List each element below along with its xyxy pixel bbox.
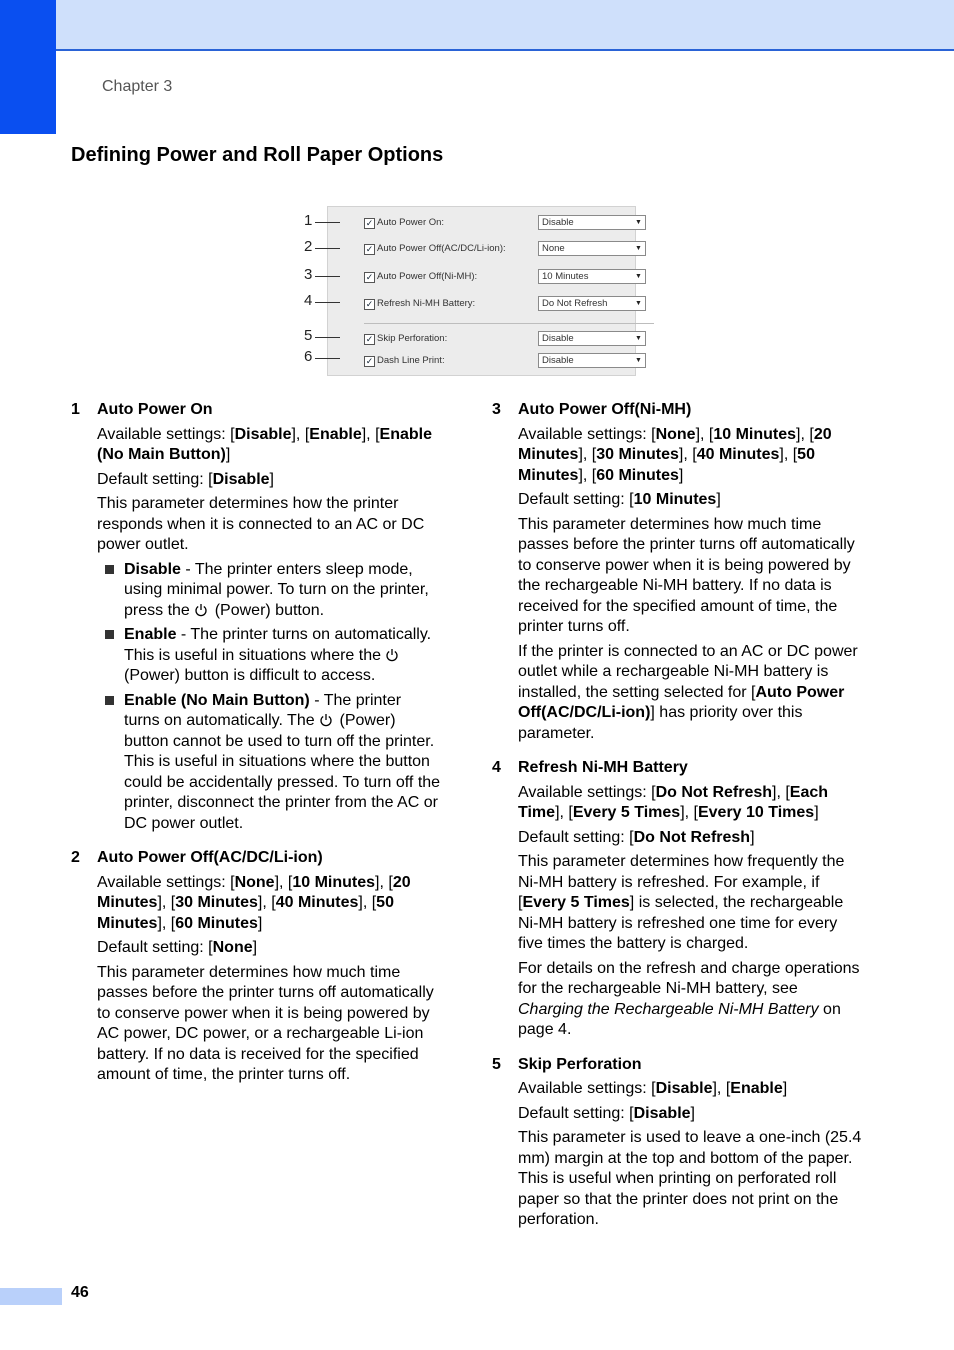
callout-number: 6	[304, 348, 313, 365]
select-dash-line-print[interactable]	[538, 353, 646, 368]
text: ], [	[257, 894, 276, 911]
checkbox-refresh-battery[interactable]: ✓	[365, 299, 374, 309]
dropdown-arrow-icon: ▼	[635, 335, 642, 342]
bullet-enable	[97, 625, 441, 687]
dropdown-arrow-icon: ▼	[635, 219, 642, 226]
bullet-square-icon	[105, 696, 114, 705]
default-setting	[97, 470, 441, 491]
item-title: Auto Power On	[97, 401, 213, 418]
callout-line	[315, 248, 340, 249]
option: Each Time	[518, 783, 829, 821]
option: Disable	[655, 1080, 713, 1097]
option: 20 Minutes	[97, 873, 411, 911]
checkbox-auto-power-off-ac[interactable]: ✓	[365, 244, 374, 254]
text: ], [	[361, 425, 380, 443]
text: ], [	[291, 425, 310, 443]
setting-row-skip-perforation	[364, 331, 650, 349]
text: For details on the refresh and charge operations for the rechargeable Ni-MH battery, see	[518, 959, 860, 997]
default-value: Disable	[212, 470, 270, 488]
option: Every 5 Times	[522, 894, 630, 911]
default-setting	[518, 1104, 862, 1125]
setting-label: Dash Line Print:	[377, 355, 445, 366]
section-refresh-battery	[492, 758, 862, 1041]
option: Every 5 Times	[572, 804, 681, 821]
text: ], [	[274, 873, 293, 891]
section-auto-power-on	[71, 400, 441, 834]
description: This parameter determines how much time passes before the printer turns off automatically to conserve power when it is being powered by AC power, DC power, or a rechargeable Li-ion battery. If no data is received for the specified amount of time, the printer turns off.	[97, 963, 434, 1083]
text: This parameter determines how frequently the Ni-MH battery is refreshed. For example, if [	[518, 853, 845, 911]
description: This parameter determines how much time passes before the printer turns off automatically to conserve power when it is being powered by the rechargeable Ni-MH battery. If no data is received for the specified amount of time, the printer turns off.	[518, 515, 855, 635]
setting-label: Auto Power On:	[377, 217, 445, 228]
text: (Power) button is difficult to access.	[124, 667, 376, 684]
item-number: 2	[71, 849, 80, 866]
section-auto-power-off-ac	[71, 848, 441, 1086]
item-title: Refresh Ni-MH Battery	[518, 759, 688, 776]
checkbox-skip-perforation[interactable]: ✓	[365, 334, 374, 344]
text: ], [	[680, 804, 698, 821]
select-value: Disable	[542, 333, 574, 344]
text: ], [	[358, 894, 377, 911]
text: (Power) button.	[210, 601, 325, 619]
option: 60 Minutes	[596, 466, 679, 484]
text: ]	[690, 1104, 695, 1122]
callout-4	[300, 294, 340, 310]
settings-figure	[300, 205, 640, 377]
text: Default setting: [	[97, 470, 213, 488]
default-setting	[97, 938, 441, 959]
priority-note	[518, 642, 862, 745]
text: on page 4.	[518, 1000, 841, 1038]
option: None	[234, 873, 275, 891]
callout-line	[315, 302, 340, 303]
text: ]	[678, 466, 684, 484]
select-auto-power-off-ac[interactable]	[538, 241, 646, 256]
dropdown-arrow-icon: ▼	[635, 300, 642, 307]
bullet-enable-no-main-button	[97, 691, 441, 835]
text: Default setting: [	[97, 939, 213, 956]
bullet-term: Enable	[124, 626, 177, 643]
text: ], [	[157, 914, 176, 932]
settings-panel	[327, 206, 642, 376]
setting-label: Skip Perforation:	[377, 333, 448, 344]
description: This parameter is used to leave a one-inch (25.4 mm) margin at the top and bottom of the paper. This is useful when printing on perforated roll paper so that the printer does not print on the perforation.	[518, 1129, 862, 1228]
text: - The printer turns on automatically. This is useful in situations where the	[124, 626, 432, 664]
available-settings	[97, 425, 441, 466]
select-auto-power-on[interactable]	[538, 215, 646, 230]
select-value: None	[542, 243, 565, 254]
section-skip-perforation	[492, 1055, 862, 1231]
option: Auto Power Off(AC/DC/Li-ion)	[518, 683, 845, 721]
setting-row-auto-power-off-ac	[364, 241, 650, 259]
select-value: Do Not Refresh	[542, 298, 608, 309]
text: If the printer is connected to an AC or DC power outlet while a rechargeable Ni-MH battery is installed, the setting selected for [	[518, 642, 858, 701]
available-settings	[518, 783, 862, 824]
default-setting	[518, 828, 862, 849]
text: Available settings: [	[518, 783, 656, 801]
option: 20 Minutes	[518, 425, 832, 463]
callout-number: 2	[304, 238, 313, 255]
text: ], [	[678, 446, 697, 463]
text: Available settings: [	[97, 425, 235, 443]
text: ]	[257, 914, 263, 932]
text: Available settings: [	[97, 873, 235, 891]
option: Every 10 Times	[697, 804, 815, 821]
bullet-term: Enable (No Main Button)	[124, 691, 310, 709]
option: Enable (No Main Button)	[97, 425, 432, 463]
item-number: 3	[492, 401, 501, 418]
text: ], [	[578, 446, 597, 463]
description	[518, 852, 862, 955]
text: ]	[814, 804, 819, 821]
text: Available settings: [	[518, 425, 656, 443]
option: 40 Minutes	[696, 446, 780, 463]
callout-1	[300, 214, 340, 230]
option: Do Not Refresh	[655, 783, 773, 801]
setting-label: Refresh Ni-MH Battery:	[377, 298, 476, 309]
available-settings	[518, 425, 862, 487]
chapter-tab	[0, 0, 56, 134]
power-icon	[194, 603, 208, 617]
text: ], [	[375, 873, 393, 891]
panel-divider	[364, 323, 654, 324]
default-value: Disable	[633, 1104, 691, 1122]
select-auto-power-off-nimh[interactable]	[538, 269, 646, 284]
item-title: Skip Perforation	[518, 1055, 642, 1073]
text: ]	[782, 1080, 788, 1097]
text: ], [	[695, 425, 714, 443]
callout-line	[315, 337, 340, 338]
option: 40 Minutes	[275, 894, 359, 911]
setting-label: Auto Power Off(AC/DC/Li-ion):	[377, 243, 506, 254]
available-settings	[97, 873, 441, 935]
text: ], [	[157, 894, 176, 911]
option: 50 Minutes	[97, 894, 394, 932]
text: Default setting: [	[518, 828, 634, 846]
text: ] is selected, the rechargeable Ni-MH battery is refreshed one time for every five times the battery is charged.	[518, 894, 844, 952]
left-column	[71, 400, 441, 1100]
text: (Power) button cannot be used to turn off the printer. This is useful in situations where the button could be accidentally pressed. To turn off the printer, disconnect the printer from the AC or DC power outlet.	[124, 712, 441, 832]
text: ]	[252, 939, 258, 956]
reference-link[interactable]: Charging the Rechargeable Ni-MH Battery	[518, 1000, 819, 1018]
item-number: 1	[71, 401, 80, 418]
power-icon	[385, 648, 399, 662]
section-title: Defining Power and Roll Paper Options	[71, 144, 444, 166]
text: ], [	[555, 804, 573, 821]
default-setting	[518, 490, 862, 511]
item-number: 4	[492, 759, 501, 776]
text: - The printer enters sleep mode, using minimal power. To turn on the printer, press the	[124, 560, 429, 619]
setting-row-auto-power-off-nimh	[364, 269, 650, 287]
setting-label: Auto Power Off(Ni-MH):	[377, 271, 478, 282]
callout-3	[300, 268, 340, 284]
option: Enable	[309, 425, 362, 443]
option: Enable	[730, 1080, 783, 1097]
option: 10 Minutes	[713, 425, 797, 443]
cross-reference	[518, 959, 862, 1041]
option: 50 Minutes	[518, 446, 815, 484]
callout-number: 5	[304, 327, 313, 344]
item-title: Auto Power Off(AC/DC/Li-ion)	[97, 849, 323, 866]
callout-5	[300, 329, 340, 345]
bullet-square-icon	[105, 565, 114, 574]
default-value: None	[212, 939, 253, 956]
option: Disable	[234, 425, 292, 443]
text: ]	[750, 828, 755, 846]
description: This parameter determines how the printer responds when it is connected to an AC or DC power outlet.	[97, 495, 425, 553]
checkbox-auto-power-on[interactable]: ✓	[365, 218, 374, 228]
callout-line	[315, 358, 340, 359]
bullet-term: Disable	[124, 560, 181, 578]
callout-line	[315, 276, 340, 277]
option: 30 Minutes	[175, 894, 258, 911]
text: Default setting: [	[518, 491, 634, 508]
text: ], [	[772, 783, 790, 801]
callout-6	[300, 350, 340, 366]
callout-line	[315, 222, 340, 223]
callout-number: 3	[304, 266, 313, 283]
text: ]	[716, 491, 721, 508]
power-icon	[319, 713, 333, 727]
callout-number: 4	[304, 292, 313, 309]
select-value: Disable	[542, 355, 574, 366]
text: ], [	[712, 1080, 731, 1097]
bullet-square-icon	[105, 630, 114, 639]
default-value: Do Not Refresh	[633, 828, 751, 846]
item-title: Auto Power Off(Ni-MH)	[518, 401, 692, 418]
available-settings	[518, 1079, 862, 1100]
select-value: 10 Minutes	[542, 271, 589, 282]
option: 30 Minutes	[596, 446, 679, 463]
dropdown-arrow-icon: ▼	[635, 357, 642, 364]
select-skip-perforation[interactable]	[538, 331, 646, 346]
text: ] has priority over this parameter.	[518, 704, 803, 742]
section-auto-power-off-nimh	[492, 400, 862, 744]
callout-number: 1	[304, 212, 313, 229]
right-column	[492, 400, 862, 1245]
select-refresh-battery[interactable]	[538, 296, 646, 311]
text: ], [	[578, 466, 597, 484]
chapter-label: Chapter 3	[102, 78, 173, 95]
callout-2	[300, 240, 340, 256]
option: None	[655, 425, 696, 443]
text: ]	[269, 470, 274, 488]
dropdown-arrow-icon: ▼	[635, 273, 642, 280]
text: ]	[225, 446, 231, 463]
default-value: 10 Minutes	[633, 491, 717, 508]
text: ], [	[796, 425, 814, 443]
checkbox-dash-line-print[interactable]: ✓	[365, 356, 374, 366]
text: - The printer turns on automatically. The	[124, 691, 402, 729]
setting-row-auto-power-on	[364, 215, 650, 233]
setting-row-refresh-battery	[364, 296, 650, 314]
text: Default setting: [	[518, 1104, 634, 1122]
dropdown-arrow-icon: ▼	[635, 245, 642, 252]
setting-row-dash-line-print	[364, 353, 650, 371]
page-number: 46	[71, 1284, 89, 1301]
header-band	[0, 0, 954, 51]
checkbox-auto-power-off-nimh[interactable]: ✓	[365, 272, 374, 282]
select-value: Disable	[542, 217, 574, 228]
option: 60 Minutes	[175, 914, 258, 932]
item-number: 5	[492, 1055, 501, 1073]
text: ], [	[779, 446, 798, 463]
bullet-disable	[97, 560, 441, 622]
option: 10 Minutes	[292, 873, 376, 891]
page-number-strip	[0, 1288, 62, 1305]
text: Available settings: [	[518, 1080, 656, 1097]
